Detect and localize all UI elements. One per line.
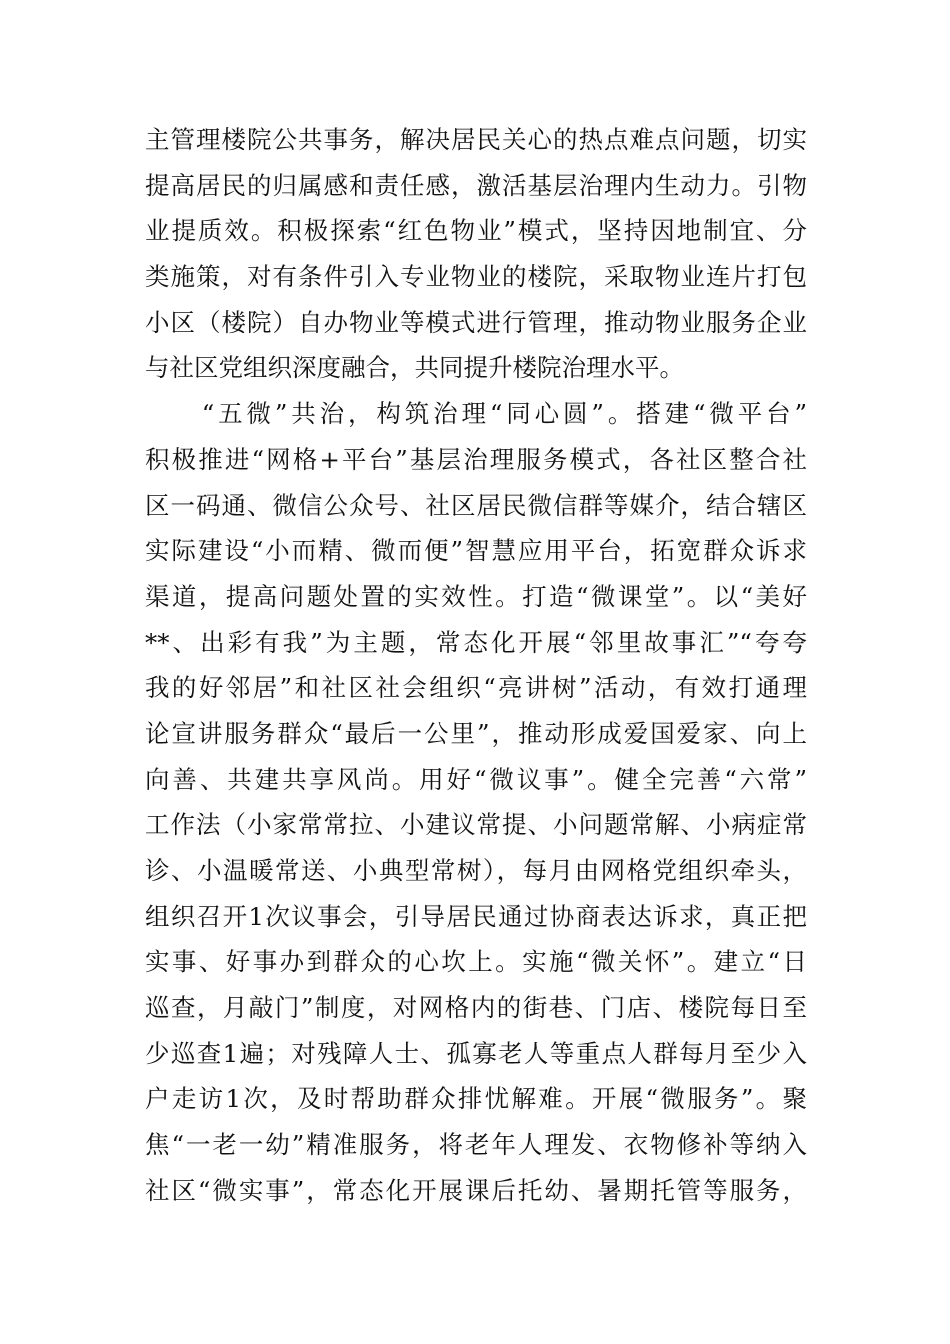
text-line: 与社区党组织深度融合，共同提升楼院治理水平。 (145, 353, 684, 383)
text-line: 渠道，提高问题处置的实效性。打造“微课堂”。以“美好 (145, 581, 807, 611)
text-line: 实事、好事办到群众的心坎上。实施“微关怀”。建立“日 (145, 947, 807, 977)
text-line: 焦“一老一幼”精准服务，将老年人理发、衣物修补等纳入 (145, 1130, 807, 1160)
text-line: 提高居民的归属感和责任感，激活基层治理内生动力。引物 (145, 170, 807, 200)
text-line: 社区“微实事”，常态化开展课后托幼、暑期托管等服务， (145, 1175, 807, 1205)
text-line: 类施策，对有条件引入专业物业的楼院，采取物业连片打包 (145, 262, 807, 292)
text-line: “五微”共治，构筑治理“同心圆”。搭建“微平台” (145, 399, 807, 429)
text-line: 论宣讲服务群众“最后一公里”，推动形成爱国爱家、向上 (145, 718, 807, 748)
text-line: 少巡查1遍；对残障人士、孤寡老人等重点人群每月至少入 (145, 1038, 807, 1068)
text-line: 巡查，月敲门”制度，对网格内的街巷、门店、楼院每日至 (145, 993, 807, 1023)
text-line: 户走访1次，及时帮助群众排忧解难。开展“微服务”。聚 (145, 1084, 807, 1114)
text-line: 向善、共建共享风尚。用好“微议事”。健全完善“六常” (145, 764, 807, 794)
body-text (145, 117, 807, 1214)
text-line: 小区（楼院）自办物业等模式进行管理，推动物业服务企业 (145, 307, 807, 337)
text-line: 工作法（小家常常拉、小建议常提、小问题常解、小病症常 (145, 810, 807, 840)
text-line: 诊、小温暖常送、小典型常树），每月由网格党组织牵头， (145, 856, 807, 885)
text-line: 我的好邻居”和社区社会组织“亮讲树”活动，有效打通理 (145, 673, 807, 703)
text-line: 主管理楼院公共事务，解决居民关心的热点难点问题，切实 (145, 125, 807, 154)
text-line: 区一码通、微信公众号、社区居民微信群等媒介，结合辖区 (145, 490, 807, 520)
paragraph-1 (145, 117, 807, 391)
text-line: 组织召开1次议事会，引导居民通过协商表达诉求，真正把 (145, 901, 807, 931)
text-line: 积极推进“网格+平台”基层治理服务模式，各社区整合社 (145, 444, 807, 474)
paragraph-2 (145, 391, 807, 1213)
text-line: 实际建设“小而精、微而便”智慧应用平台，拓宽群众诉求 (145, 536, 807, 566)
text-line: **、出彩有我”为主题，常态化开展“邻里故事汇”“夸夸 (145, 627, 807, 657)
text-line: 业提质效。积极探索“红色物业”模式，坚持因地制宜、分 (145, 216, 807, 246)
